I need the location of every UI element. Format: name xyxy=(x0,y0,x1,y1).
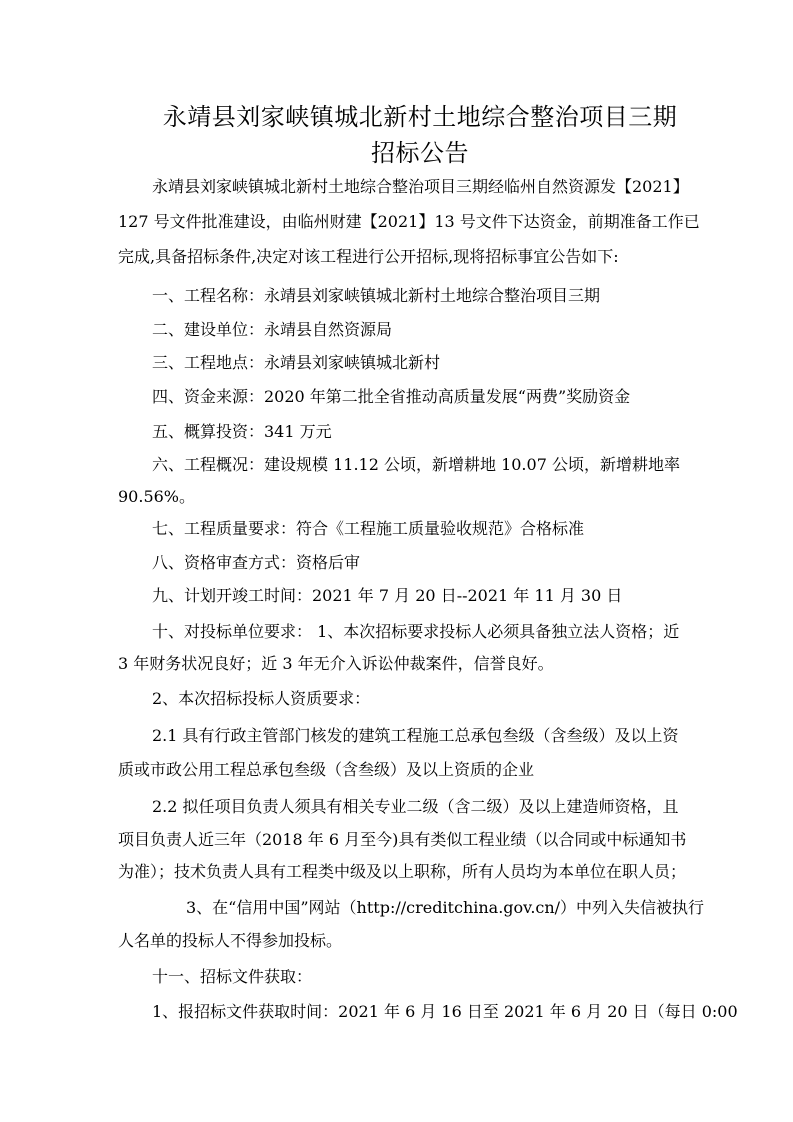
item-bid-document-time: 1、报招标文件获取时间：2021 年 6 月 16 日至 2021 年 6 月 20 日（每日 0:00 xyxy=(152,1002,738,1021)
item-project-location: 三、工程地点：永靖县刘家峡镇城北新村 xyxy=(152,353,441,372)
item-qualification-2-1-line1: 2.1 具有行政主管部门核发的建筑工程施工总承包叁级（含叁级）及以上资 xyxy=(152,726,679,745)
item-qualification-2-2-line3: 为准）；技术负责人具有工程类中级及以上职称，所有人员均为本单位在职人员； xyxy=(118,862,687,881)
item-qualification-2-2-line1: 2.2 拟任项目负责人须具有相关专业二级（含二级）及以上建造师资格，且 xyxy=(152,797,679,816)
item-bidder-requirements-line1: 十、对投标单位要求： 1、本次招标要求投标人必须具备独立法人资格；近 xyxy=(152,622,680,641)
item-qualification-2-1-line2: 质或市政公用工程总承包叁级（含叁级）及以上资质的企业 xyxy=(118,760,535,779)
item-funding-source: 四、资金来源：2020 年第二批全省推动高质量发展“两费”奖励资金 xyxy=(152,387,631,406)
item-budget-investment: 五、概算投资：341 万元 xyxy=(152,422,332,441)
item-construction-unit: 二、建设单位：永靖县自然资源局 xyxy=(152,320,393,339)
intro-paragraph-line3: 完成,具备招标条件,决定对该工程进行公开招标,现将招标事宜公告如下: xyxy=(118,247,619,266)
intro-paragraph-line1: 永靖县刘家峡镇城北新村土地综合整治项目三期经临州自然资源发【2021】 xyxy=(152,177,689,196)
item-quality-requirement: 七、工程质量要求：符合《工程施工质量验收规范》合格标准 xyxy=(152,519,585,538)
item-qualification-2-2-line2: 项目负责人近三年（2018 年 6 月至今)具有类似工程业绩（以合同或中标通知书 xyxy=(118,830,687,849)
item-bidder-requirements-line2: 3 年财务状况良好；近 3 年无介入诉讼仲裁案件，信誉良好。 xyxy=(118,654,554,673)
document-title-line1: 永靖县刘家峡镇城北新村土地综合整治项目三期 xyxy=(162,103,678,131)
item-qualification-heading: 2、本次招标投标人资质要求： xyxy=(152,689,371,708)
item-bid-document-heading: 十一、招标文件获取： xyxy=(152,967,313,986)
item-project-overview-line2: 90.56%。 xyxy=(118,487,196,506)
document-title-line2: 招标公告 xyxy=(371,139,469,167)
item-credit-china-line2: 人名单的投标人不得参加投标。 xyxy=(118,931,343,950)
item-credit-china-line1: 3、在“信用中国”网站（http://creditchina.gov.cn/）中列入失信被执行 xyxy=(186,898,705,917)
item-qualification-review: 八、资格审查方式：资格后审 xyxy=(152,553,361,572)
intro-paragraph-line2: 127 号文件批准建设，由临州财建【2021】13 号文件下达资金，前期准备工作已 xyxy=(118,212,700,231)
item-project-overview-line1: 六、工程概况：建设规模 11.12 公顷，新增耕地 10.07 公顷，新增耕地率 xyxy=(152,455,680,474)
item-project-name: 一、工程名称：永靖县刘家峡镇城北新村土地综合整治项目三期 xyxy=(152,286,601,305)
item-schedule: 九、计划开竣工时间：2021 年 7 月 20 日--2021 年 11 月 30 日 xyxy=(152,586,623,605)
